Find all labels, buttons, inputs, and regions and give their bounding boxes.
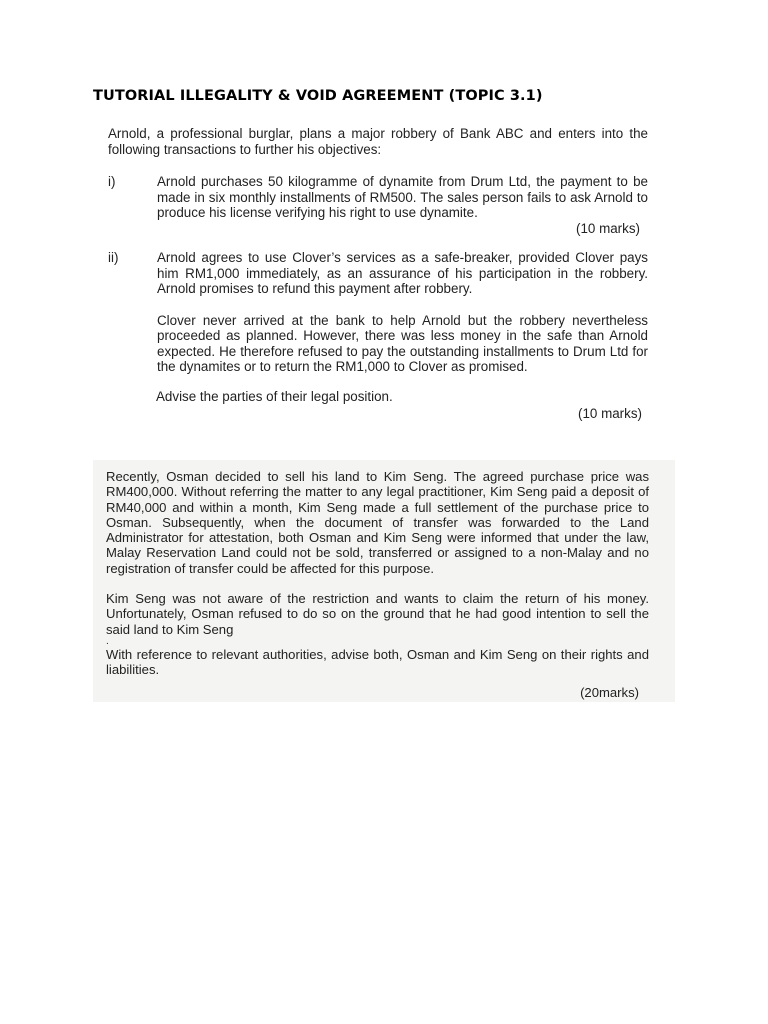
question-2-paragraph-1: Recently, Osman decided to sell his land to Kim Seng. The agreed purchase price was RM400,000. Without referring the matter to any legal practitioner, Kim Seng paid a deposit of RM40,000 and within a month, Kim Seng made a full settlement of the purchase price to Osman. Subsequently, when the document of transfer was forwarded to the Land Administrator for attestation, both Osman and Kim Seng were informed that under the law, Malay Reservation Land could not be sold, transferred or assigned to a non-Malay and no registration of transfer could be affected for this purpose. [106,469,649,576]
item-number: ii) [108,250,119,265]
question-2-marks: (20marks) [580,684,639,700]
question-1-advise: Advise the parties of their legal position. [156,388,393,404]
question-1-marks: (10 marks) [578,406,642,421]
question-1-block [108,126,648,422]
page-title: TUTORIAL ILLEGALITY & VOID AGREEMENT (TOPIC 3.1) [93,88,543,104]
question-2-paragraph-3: With reference to relevant authorities, advise both, Osman and Kim Seng on their rights and liabilities. [106,646,649,678]
item-text: Arnold purchases 50 kilogramme of dynamite from Drum Ltd, the payment to be made in six monthly installments of RM500. The sales person fails to ask Arnold to produce his license verifying his right to use dynamite. [157,174,648,220]
stray-dot: . [106,635,109,647]
item-i-marks: (10 marks) [576,220,640,236]
item-number: i) [108,174,116,189]
question-1-paragraph: Clover never arrived at the bank to help Arnold but the robbery nevertheless proceeded as planned. However, there was less money in the safe than Arnold expected. He therefore refused to pay the outstanding installments to Drum Ltd for the dynamites or to return the RM1,000 to Clover as promised. [157,312,648,374]
item-text: Arnold agrees to use Clover’s services as a safe-breaker, provided Clover pays him RM1,000 immediately, as an assurance of his participation in the robbery. Arnold promises to refund this payment after robbery. [157,250,648,296]
question-1-intro: Arnold, a professional burglar, plans a major robbery of Bank ABC and enters into the following transactions to further his objectives: [108,126,648,157]
question-2-block [93,460,675,702]
question-1-item-ii [108,250,648,297]
question-2-paragraph-2: Kim Seng was not aware of the restriction and wants to claim the return of his money. Unfortunately, Osman refused to do so on the ground that he had good intention to sell the said land to Kim Seng [106,591,649,637]
question-1-item-i [108,174,648,221]
